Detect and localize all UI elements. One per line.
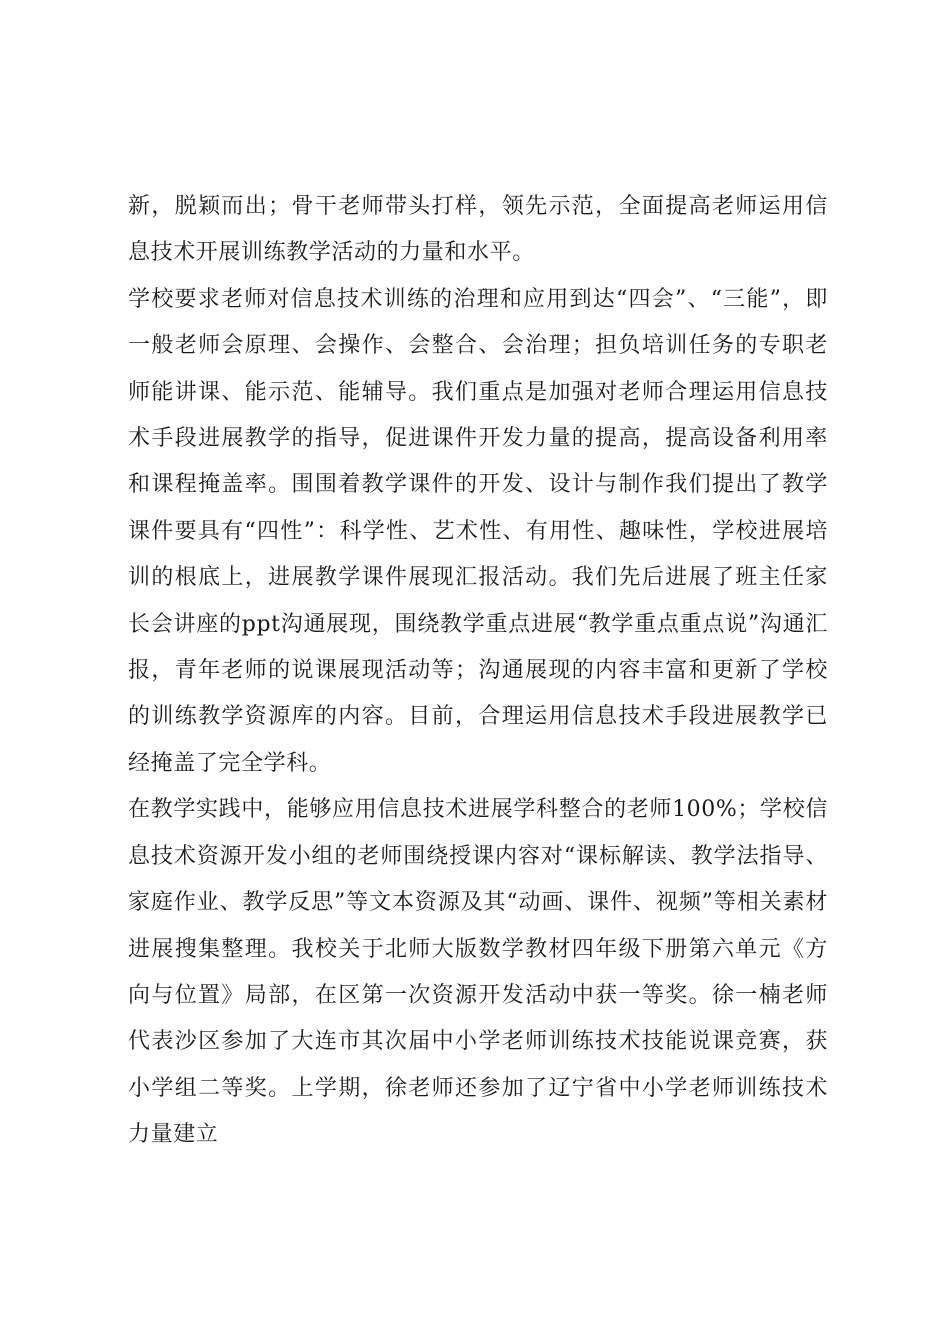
paragraph-3: 在教学实践中，能够应用信息技术进展学科整合的老师100%；学校信息技术资源开发小组的老师围绕授课内容对“课标解读、教学法指导、家庭作业、教学反思”等文本资源及其“动画、课件、视频”等相关素材进展搜集整理。我校关于北师大版数学教材四年级下册第六单元《方向与位置》局部，在区第一次资源开发活动中获一等奖。徐一楠老师代表沙区参加了大连市其次届中小学老师训练技术技能说课竞赛，获小学组二等奖。上学期，徐老师还参加了辽宁省中小学老师训练技术力量建立 xyxy=(128,797,828,1148)
document-body xyxy=(128,184,828,1159)
paragraph-2: 学校要求老师对信息技术训练的治理和应用到达“四会”、“三能”，即一般老师会原理、会操作、会整合、会治理；担负培训任务的专职老师能讲课、能示范、能辅导。我们重点是加强对老师合理运用信息技术手段进展教学的指导，促进课件开发力量的提高，提高设备利用率和课程掩盖率。围围着教学课件的开发、设计与制作我们提出了教学课件要具有“四性”：科学性、艺术性、有用性、趣味性，学校进展培训的根底上，进展教学课件展现汇报活动。我们先后进展了班主任家长会讲座的ppt沟通展现，围绕教学重点进展“教学重点重点说”沟通汇报，青年老师的说课展现活动等；沟通展现的内容丰富和更新了学校的训练教学资源库的内容。目前，合理运用信息技术手段进展教学已经掩盖了完全学科。 xyxy=(128,286,828,776)
paragraph-1: 新，脱颖而出；骨干老师带头打样，领先示范，全面提高老师运用信息技术开展训练教学活动的力量和水平。 xyxy=(128,194,828,266)
